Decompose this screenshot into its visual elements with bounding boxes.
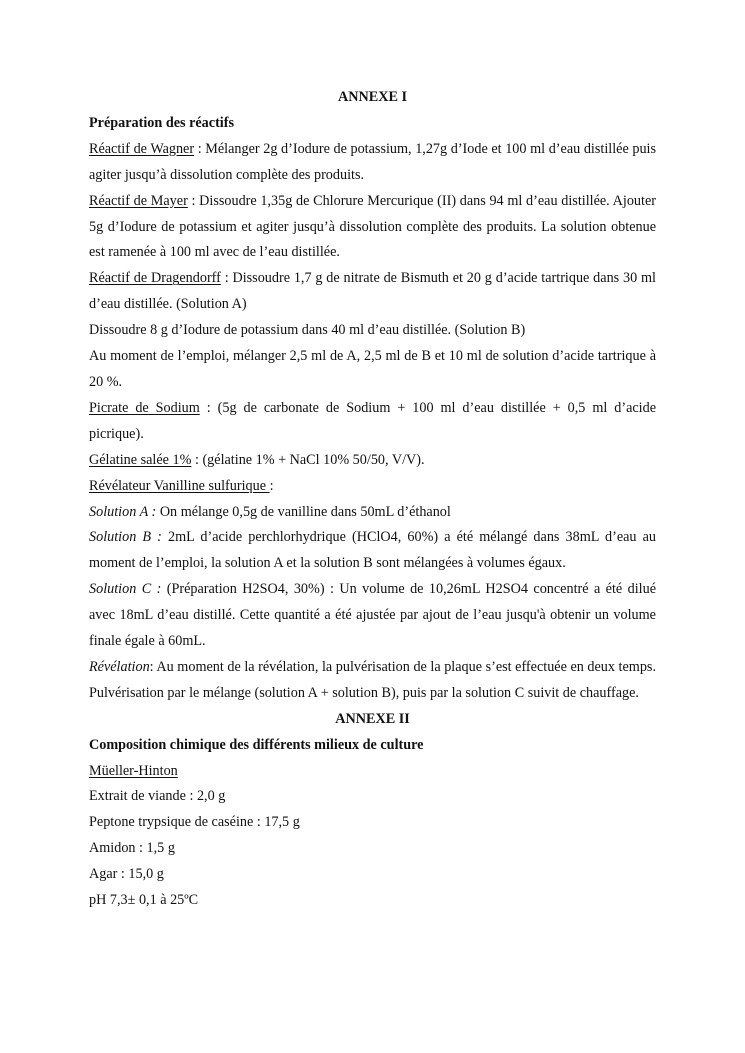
- solution-c-label: Solution C :: [89, 581, 162, 598]
- revelation-paragraph: [89, 655, 656, 707]
- revelation-text: : Au moment de la révélation, la pulvérisation de la plaque s’est effectuée en deux temps. Pulvérisation par le mélange (solution A + solution B), puis par la solution C suivit de chauffage.: [89, 658, 656, 701]
- gelatine-label: Gélatine salée 1%: [89, 451, 192, 468]
- gelatine-text: : (gélatine 1% + NaCl 10% 50/50, V/V).: [191, 451, 425, 468]
- mayer-paragraph: [89, 189, 656, 267]
- solution-b-label: Solution B :: [89, 529, 162, 546]
- ingredient-item: Peptone trypsique de caséine : 17,5 g: [89, 814, 300, 831]
- culture-media-section-title: Composition chimique des différents milieux de culture: [89, 736, 424, 753]
- document-page: [89, 85, 656, 914]
- dragendorff-text: : Dissoudre 1,7 g de nitrate de Bismuth et 20 g d’acide tartrique dans 30 ml d’eau distillée. (Solution A): [89, 270, 657, 313]
- dragendorff-paragraph: [89, 266, 656, 318]
- solution-a-label: Solution A :: [89, 503, 157, 520]
- ingredient-item: pH 7,3± 0,1 à 25ºC: [89, 892, 199, 909]
- dragendorff-usage: Au moment de l’emploi, mélanger 2,5 ml de A, 2,5 ml de B et 10 ml de solution d’acide tartrique à 20 %.: [89, 348, 656, 390]
- dragendorff-solution-b: Dissoudre 8 g d’Iodure de potassium dans 40 ml d’eau distillée. (Solution B): [89, 322, 526, 339]
- reagents-section-title: Préparation des réactifs: [89, 114, 234, 131]
- solution-b-text: 2mL d’acide perchlorhydrique (HClO4, 60%) a été mélangé dans 38mL d’eau au moment de l’emploi, la solution A et la solution B sont mélangées à volumes égaux.: [89, 529, 657, 572]
- solution-c-paragraph: [89, 577, 656, 655]
- vanilline-paragraph: [89, 474, 656, 500]
- wagner-text: : Mélanger 2g d’Iodure de potassium, 1,27g d’Iode et 100 ml d’eau distillée puis agiter jusqu’à dissolution complète des produits.: [89, 140, 656, 183]
- ingredient-item: Extrait de viande : 2,0 g: [89, 788, 226, 805]
- gelatine-paragraph: [89, 448, 656, 474]
- wagner-label: Réactif de Wagner: [89, 140, 195, 157]
- solution-b-paragraph: [89, 525, 656, 577]
- annexe-1-title: ANNEXE I: [338, 89, 407, 105]
- dragendorff-label: Réactif de Dragendorff: [89, 270, 221, 287]
- mayer-text: : Dissoudre 1,35g de Chlorure Mercurique (II) dans 94 ml d’eau distillée. Ajouter 5g d’Iodure de potassium et agiter jusqu’à dissolution complète des produits. La solution obtenue est ramenée à 100 ml avec de l’eau distillée.: [89, 192, 656, 261]
- medium-name: Müeller-Hinton: [89, 762, 178, 779]
- solution-a-text: On mélange 0,5g de vanilline dans 50mL d’éthanol: [156, 503, 451, 520]
- picrate-paragraph: [89, 396, 656, 448]
- vanilline-text: :: [269, 477, 274, 494]
- annexe-2-title: ANNEXE II: [335, 710, 410, 727]
- revelation-label: Révélation: [89, 658, 150, 675]
- picrate-text: : (5g de carbonate de Sodium + 100 ml d’eau distillée + 0,5 ml d’acide picrique).: [89, 399, 656, 442]
- wagner-paragraph: [89, 137, 656, 189]
- solution-c-text: (Préparation H2SO4, 30%) : Un volume de 10,26mL H2SO4 concentré a été dilué avec 18mL d’eau distillé. Cette quantité a été ajustée par ajout de l’eau jusqu'à obtenir un volume finale égale à 60mL.: [89, 581, 656, 650]
- vanilline-label: Révélateur Vanilline sulfurique: [89, 477, 270, 494]
- ingredient-item: Agar : 15,0 g: [89, 866, 164, 883]
- picrate-label: Picrate de Sodium: [89, 399, 200, 416]
- solution-a-paragraph: [89, 500, 656, 526]
- mayer-label: Réactif de Mayer: [89, 192, 188, 209]
- ingredient-item: Amidon : 1,5 g: [89, 840, 175, 857]
